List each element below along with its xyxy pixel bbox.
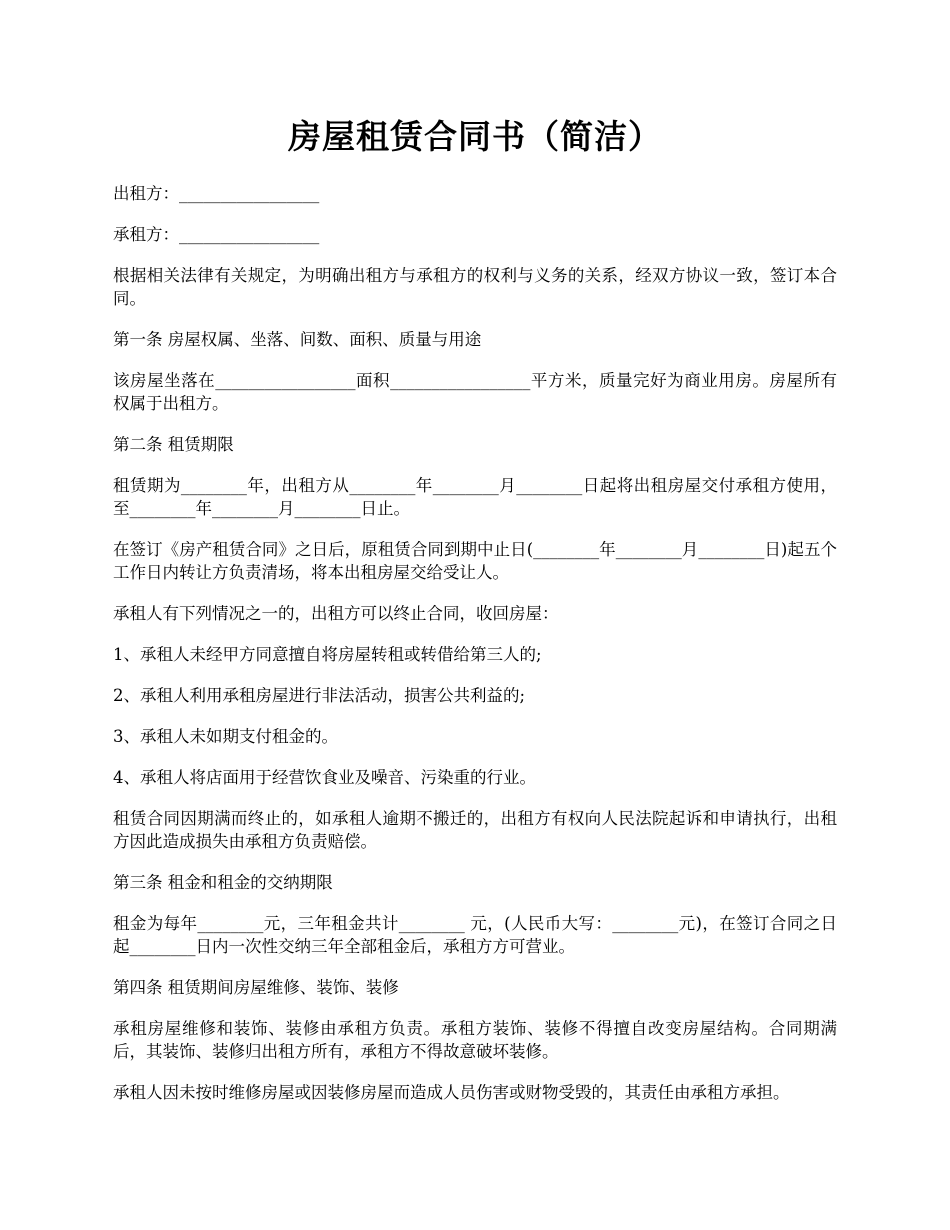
termination-item-4: 4、承租人将店面用于经营饮食业及噪音、污染重的行业。 [113,768,536,787]
article-1-heading: 第一条 房屋权属、坐落、间数、面积、质量与用途 [113,330,482,349]
document-body [113,182,837,1104]
article-1-paragraph: 该房屋坐落在_________________面积_________________平方米，质量完好为商业用房。房屋所有权属于出租方。 [113,371,837,413]
lessee-line: 承租方：_________________ [113,225,320,244]
document-title: 房屋租赁合同书（简洁） [288,117,662,156]
article-2-heading: 第二条 租赁期限 [113,435,234,454]
termination-intro-paragraph: 承租人有下列情况之一的，出租方可以终止合同，收回房屋： [113,604,559,623]
rent-paragraph: 租金为每年________元，三年租金共计________ 元，(人民币大写：________元)，在签订合同之日起________日内一次性交纳三年全部租金后，承租方方可营业。 [113,914,837,956]
liability-paragraph: 承租人因未按时维修房屋或因装修房屋而造成人员伤害或财物受毁的，其责任由承租方承担。 [113,1083,790,1102]
lease-term-paragraph: 租赁期为________年，出租方从________年________月________日起将出租房屋交付承租方使用，至________年________月________日止。 [113,476,837,518]
termination-item-2: 2、承租人利用承租房屋进行非法活动，损害公共利益的; [113,686,526,705]
article-4-heading: 第四条 租赁期间房屋维修、装饰、装修 [113,978,399,997]
handover-paragraph: 在签订《房产租赁合同》之日后，原租赁合同到期中止日(________年________月________日)起五个工作日内转让方负责清场，将本出租房屋交给受让人。 [113,540,837,582]
termination-item-3: 3、承租人未如期支付租金的。 [113,727,338,746]
preamble-paragraph: 根据相关法律有关规定，为明确出租方与承租方的权利与义务的关系，经双方协议一致，签订本合同。 [113,266,837,308]
lessor-line: 出租方：_________________ [113,184,320,203]
expiry-paragraph: 租赁合同因期满而终止的，如承租人逾期不搬迁的，出租方有权向人民法院起诉和申请执行，出租方因此造成损失由承租方负责赔偿。 [113,809,837,851]
termination-item-1: 1、承租人未经甲方同意擅自将房屋转租或转借给第三人的; [113,645,542,664]
maintenance-paragraph: 承租房屋维修和装饰、装修由承租方负责。承租方装饰、装修不得擅自改变房屋结构。合同期满后，其装饰、装修归出租方所有，承租方不得故意破坏装修。 [113,1019,837,1061]
article-3-heading: 第三条 租金和租金的交纳期限 [113,873,333,892]
